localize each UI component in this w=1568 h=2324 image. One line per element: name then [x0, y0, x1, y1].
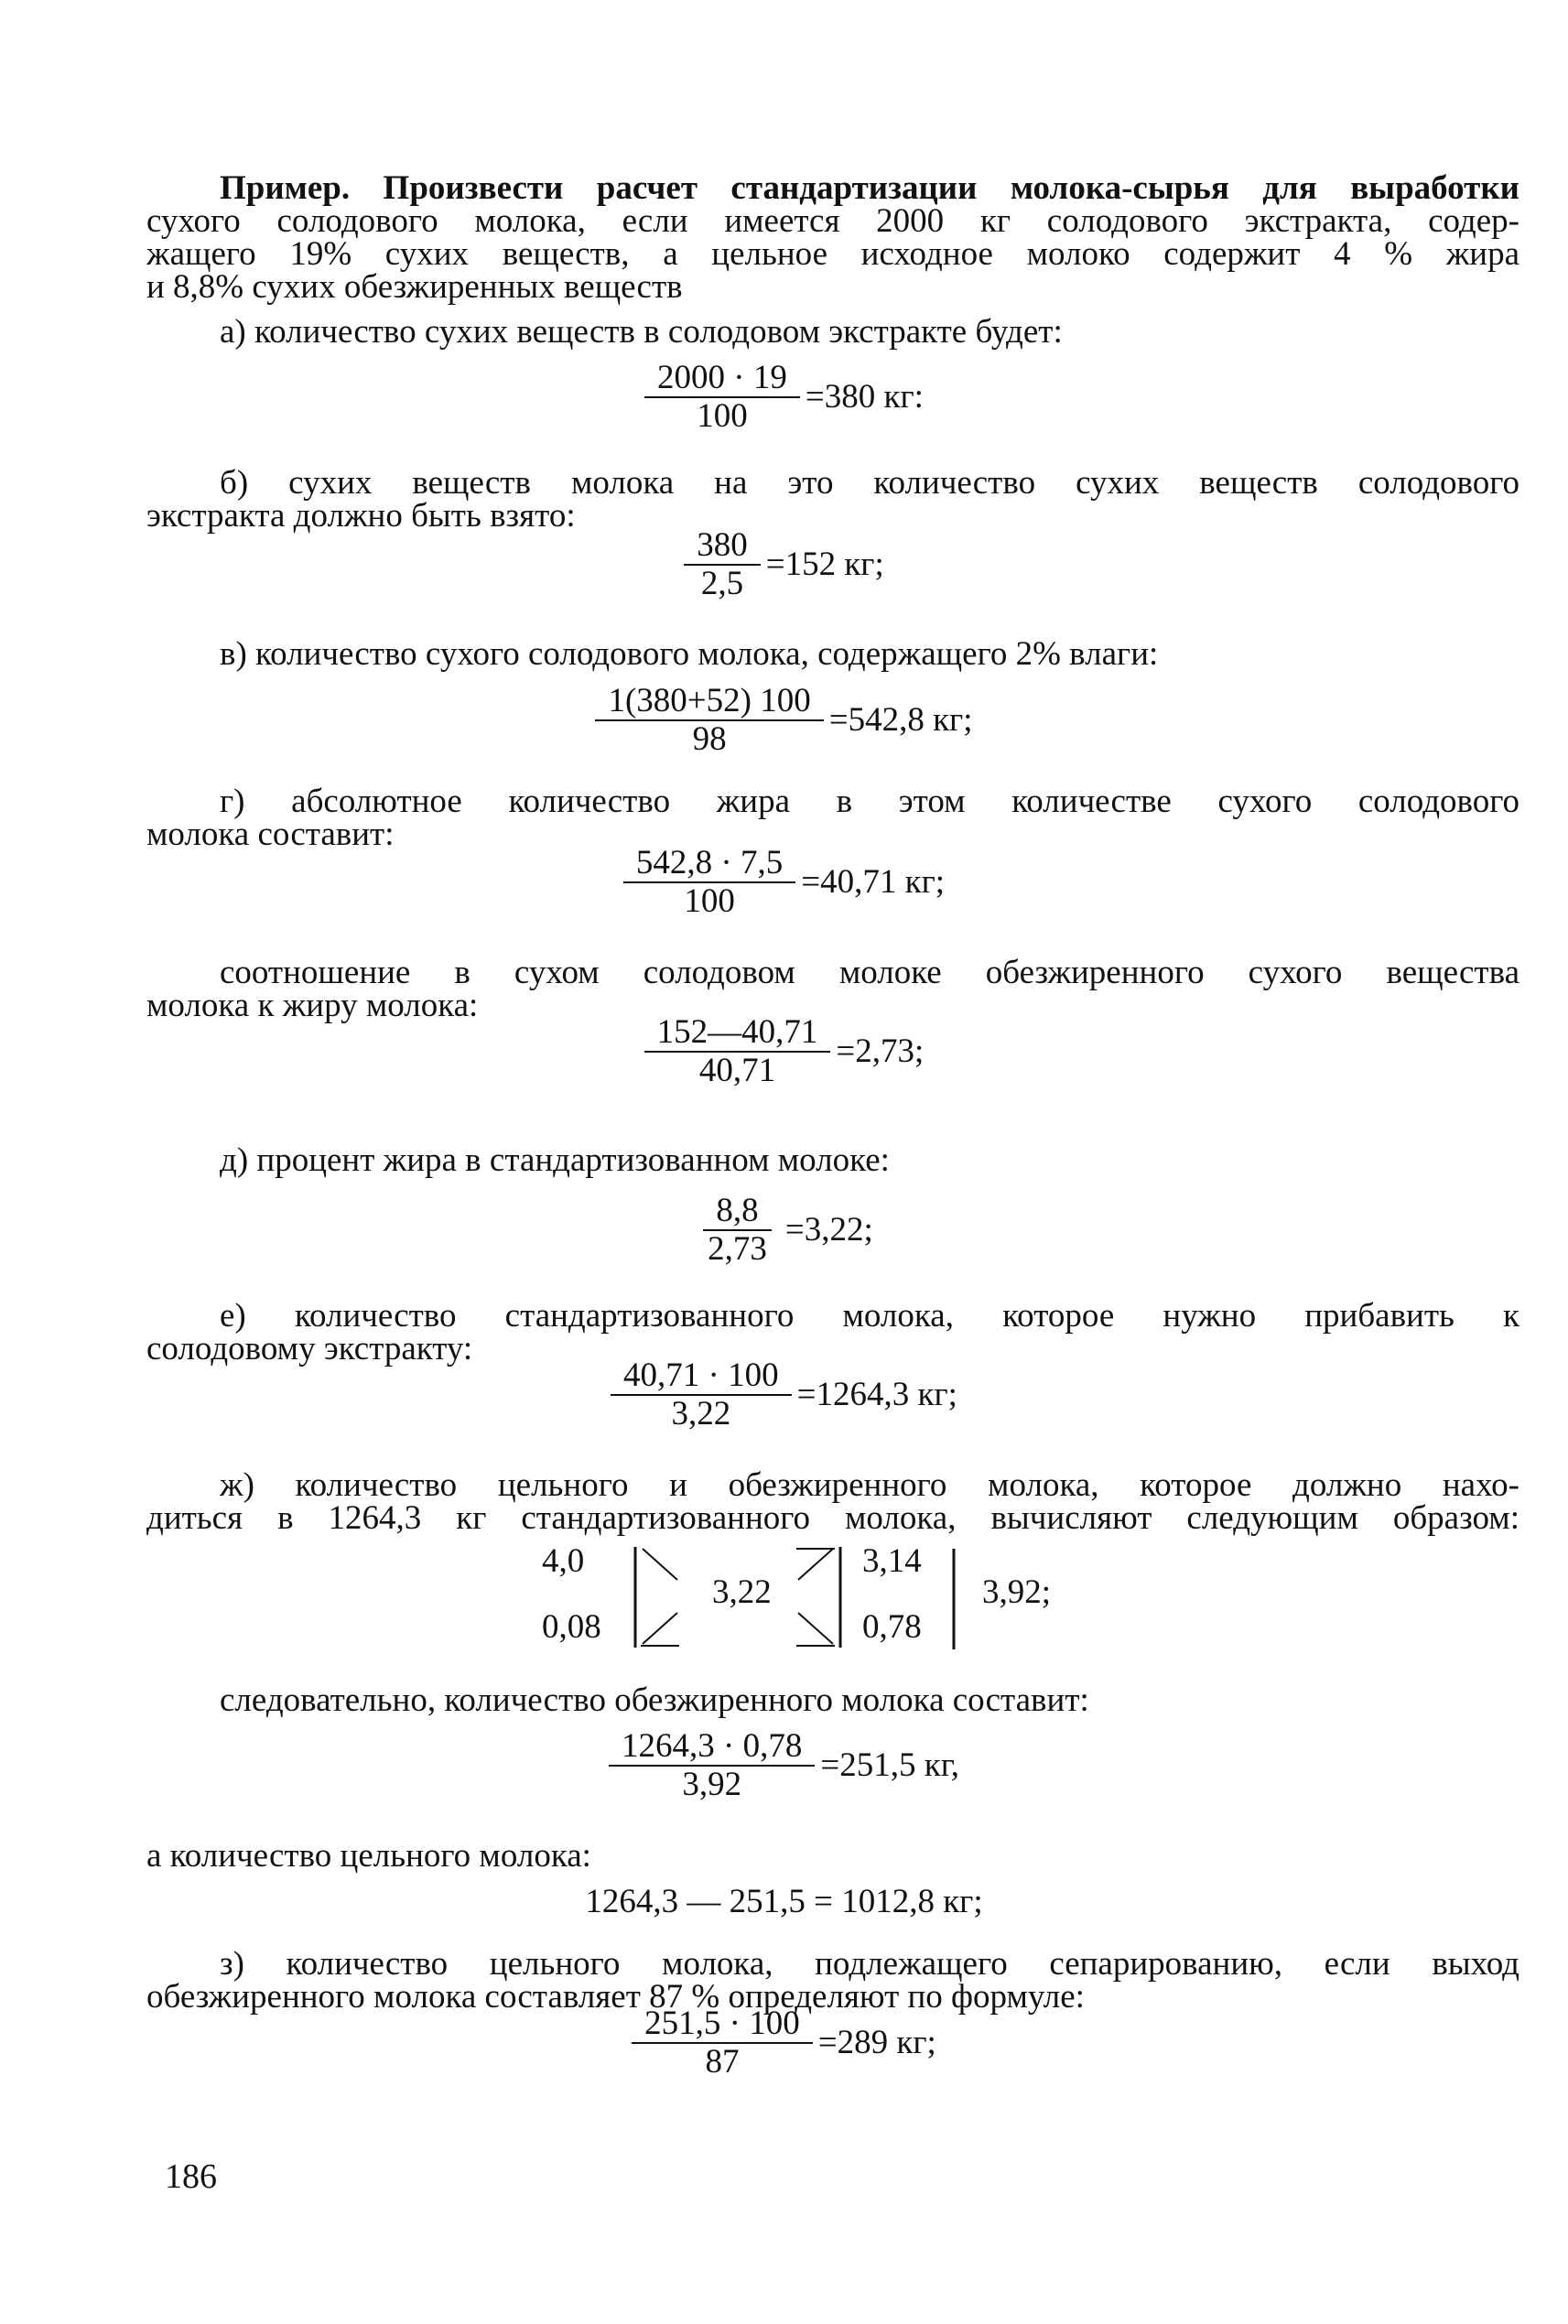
numerator: 1(380+52) 100 — [595, 685, 823, 721]
page-number: 186 — [165, 2157, 217, 2196]
pearson-center: 3,22 — [712, 1573, 772, 1611]
fraction — [695, 1194, 780, 1266]
pearson-top-right: 3,14 — [862, 1542, 922, 1580]
step-g-line: г) абсолютное количество жира в этом количестве сухого солодового — [220, 783, 1519, 820]
step-a-line: а) количество сухих веществ в солодовом экстракте будет: — [220, 313, 1063, 351]
denominator: 100 — [697, 397, 748, 435]
result: =251,5 кг, — [820, 1746, 959, 1784]
result: =2,73; — [836, 1032, 925, 1070]
denominator: 100 — [684, 882, 735, 920]
numerator: 251,5 · 100 — [632, 2007, 813, 2044]
diag-bottom-left — [643, 1613, 677, 1644]
step-z-line: з) количество цельного молока, подлежащего сепарированию, если выход — [220, 1945, 1519, 1983]
step-b-paragraph — [146, 464, 1519, 535]
whole-milk-formula: 1264,3 — 251,5 = 1012,8 кг; — [585, 1883, 983, 1920]
denominator: 40,71 — [698, 1052, 776, 1089]
numerator: 40,71 · 100 — [611, 1359, 792, 1396]
step-v-line: в) количество сухого солодового молока, содержащего 2% влаги: — [220, 635, 1159, 673]
pearson-bottom-right: 0,78 — [862, 1608, 922, 1646]
step-zh-line: диться в 1264,3 кг стандартизованного молока, вычисляют следующим образом: — [146, 1499, 1519, 1537]
pearson-bottom-left: 0,08 — [542, 1608, 601, 1646]
intro-line: и 8,8% сухих обезжиренных веществ — [146, 268, 683, 306]
ratio-paragraph — [146, 954, 1519, 1024]
numerator: 152—40,71 — [644, 1016, 831, 1053]
step-a-equation — [0, 359, 1568, 435]
denominator: 2,73 — [708, 1230, 767, 1268]
fraction — [609, 1727, 815, 1803]
step-z-equation — [0, 2007, 1568, 2079]
intro-line: жащего 19% сухих веществ, а цельное исходное молоко содержит 4 % жира — [146, 235, 1519, 273]
skim-result-text — [146, 1681, 1519, 1719]
step-a-text — [146, 313, 1519, 351]
diag-top-left — [643, 1549, 677, 1580]
diag-top-right — [798, 1549, 833, 1580]
step-zh-line: ж) количество цельного и обезжиренного молока, которое должно нахо- — [220, 1466, 1519, 1504]
skim-result-equation — [0, 1727, 1568, 1803]
intro-paragraph — [146, 169, 1519, 306]
pearson-sum: 3,92; — [982, 1573, 1052, 1611]
step-v-text — [146, 635, 1519, 673]
numerator: 2000 · 19 — [644, 362, 800, 398]
denominator: 3,22 — [671, 1395, 731, 1432]
step-e-paragraph — [146, 1297, 1519, 1367]
ratio-line: соотношение в сухом солодовом молоке обезжиренного сухого вещества — [220, 954, 1519, 991]
step-v-equation — [0, 682, 1568, 758]
fraction — [611, 1359, 792, 1431]
intro-line: Пример. Произвести расчет стандартизации молока-сырья для выработки — [220, 169, 1519, 207]
step-d-text — [146, 1141, 1519, 1179]
step-d-line: д) процент жира в стандартизованном молоке: — [220, 1141, 890, 1179]
step-d-equation — [0, 1194, 1568, 1266]
result: =289 кг; — [817, 2024, 936, 2061]
numerator: 380 — [684, 529, 761, 566]
step-b-line: экстракта должно быть взято: — [146, 497, 576, 535]
denominator: 2,5 — [700, 565, 744, 602]
pearson-top-left: 4,0 — [542, 1542, 585, 1580]
step-z-line: обезжиренного молока составляет 87 % определяют по формуле: — [146, 1978, 1085, 2016]
result: =542,8 кг; — [828, 701, 973, 739]
result: =152 кг; — [765, 546, 884, 583]
denominator: 98 — [692, 720, 727, 758]
result: =380 кг: — [805, 378, 924, 416]
step-z-paragraph — [146, 1945, 1519, 2016]
step-g-line: молока составит: — [146, 816, 395, 853]
step-zh-paragraph — [146, 1466, 1519, 1537]
result: =1264,3 кг; — [796, 1376, 957, 1413]
step-g-paragraph — [146, 785, 1519, 851]
intro-line: сухого солодового молока, если имеется 2000 кг солодового экстракта, содер- — [146, 202, 1519, 240]
result: =3,22; — [784, 1211, 873, 1248]
ratio-line: молока к жиру молока: — [146, 987, 479, 1024]
skim-result-line: следовательно, количество обезжиренного молока составит: — [220, 1681, 1089, 1719]
denominator: 3,92 — [682, 1766, 742, 1803]
numerator: 1264,3 · 0,78 — [609, 1730, 815, 1767]
step-g-equation — [0, 844, 1568, 920]
step-b-equation — [0, 526, 1568, 602]
diag-bottom-right — [798, 1613, 833, 1644]
step-e-line: е) количество стандартизованного молока, которое нужно прибавить к — [220, 1297, 1519, 1335]
step-e-equation — [0, 1359, 1568, 1431]
denominator: 87 — [705, 2043, 740, 2081]
fraction — [595, 682, 823, 758]
fraction — [623, 844, 795, 920]
numerator: 8,8 — [703, 1194, 771, 1231]
whole-milk-line: а количество цельного молока: — [146, 1837, 591, 1875]
fraction — [684, 526, 761, 602]
fraction — [644, 359, 800, 435]
fraction — [644, 1013, 831, 1089]
result: =40,71 кг; — [801, 863, 946, 901]
whole-milk-text — [146, 1837, 1446, 1875]
numerator: 542,8 · 7,5 — [623, 847, 795, 883]
step-e-line: солодовому экстракту: — [146, 1330, 473, 1367]
fraction — [632, 2007, 813, 2079]
ratio-equation — [0, 1013, 1568, 1089]
step-b-line: б) сухих веществ молока на это количество сухих веществ солодового — [220, 464, 1519, 502]
whole-milk-equation — [0, 1883, 1568, 1920]
